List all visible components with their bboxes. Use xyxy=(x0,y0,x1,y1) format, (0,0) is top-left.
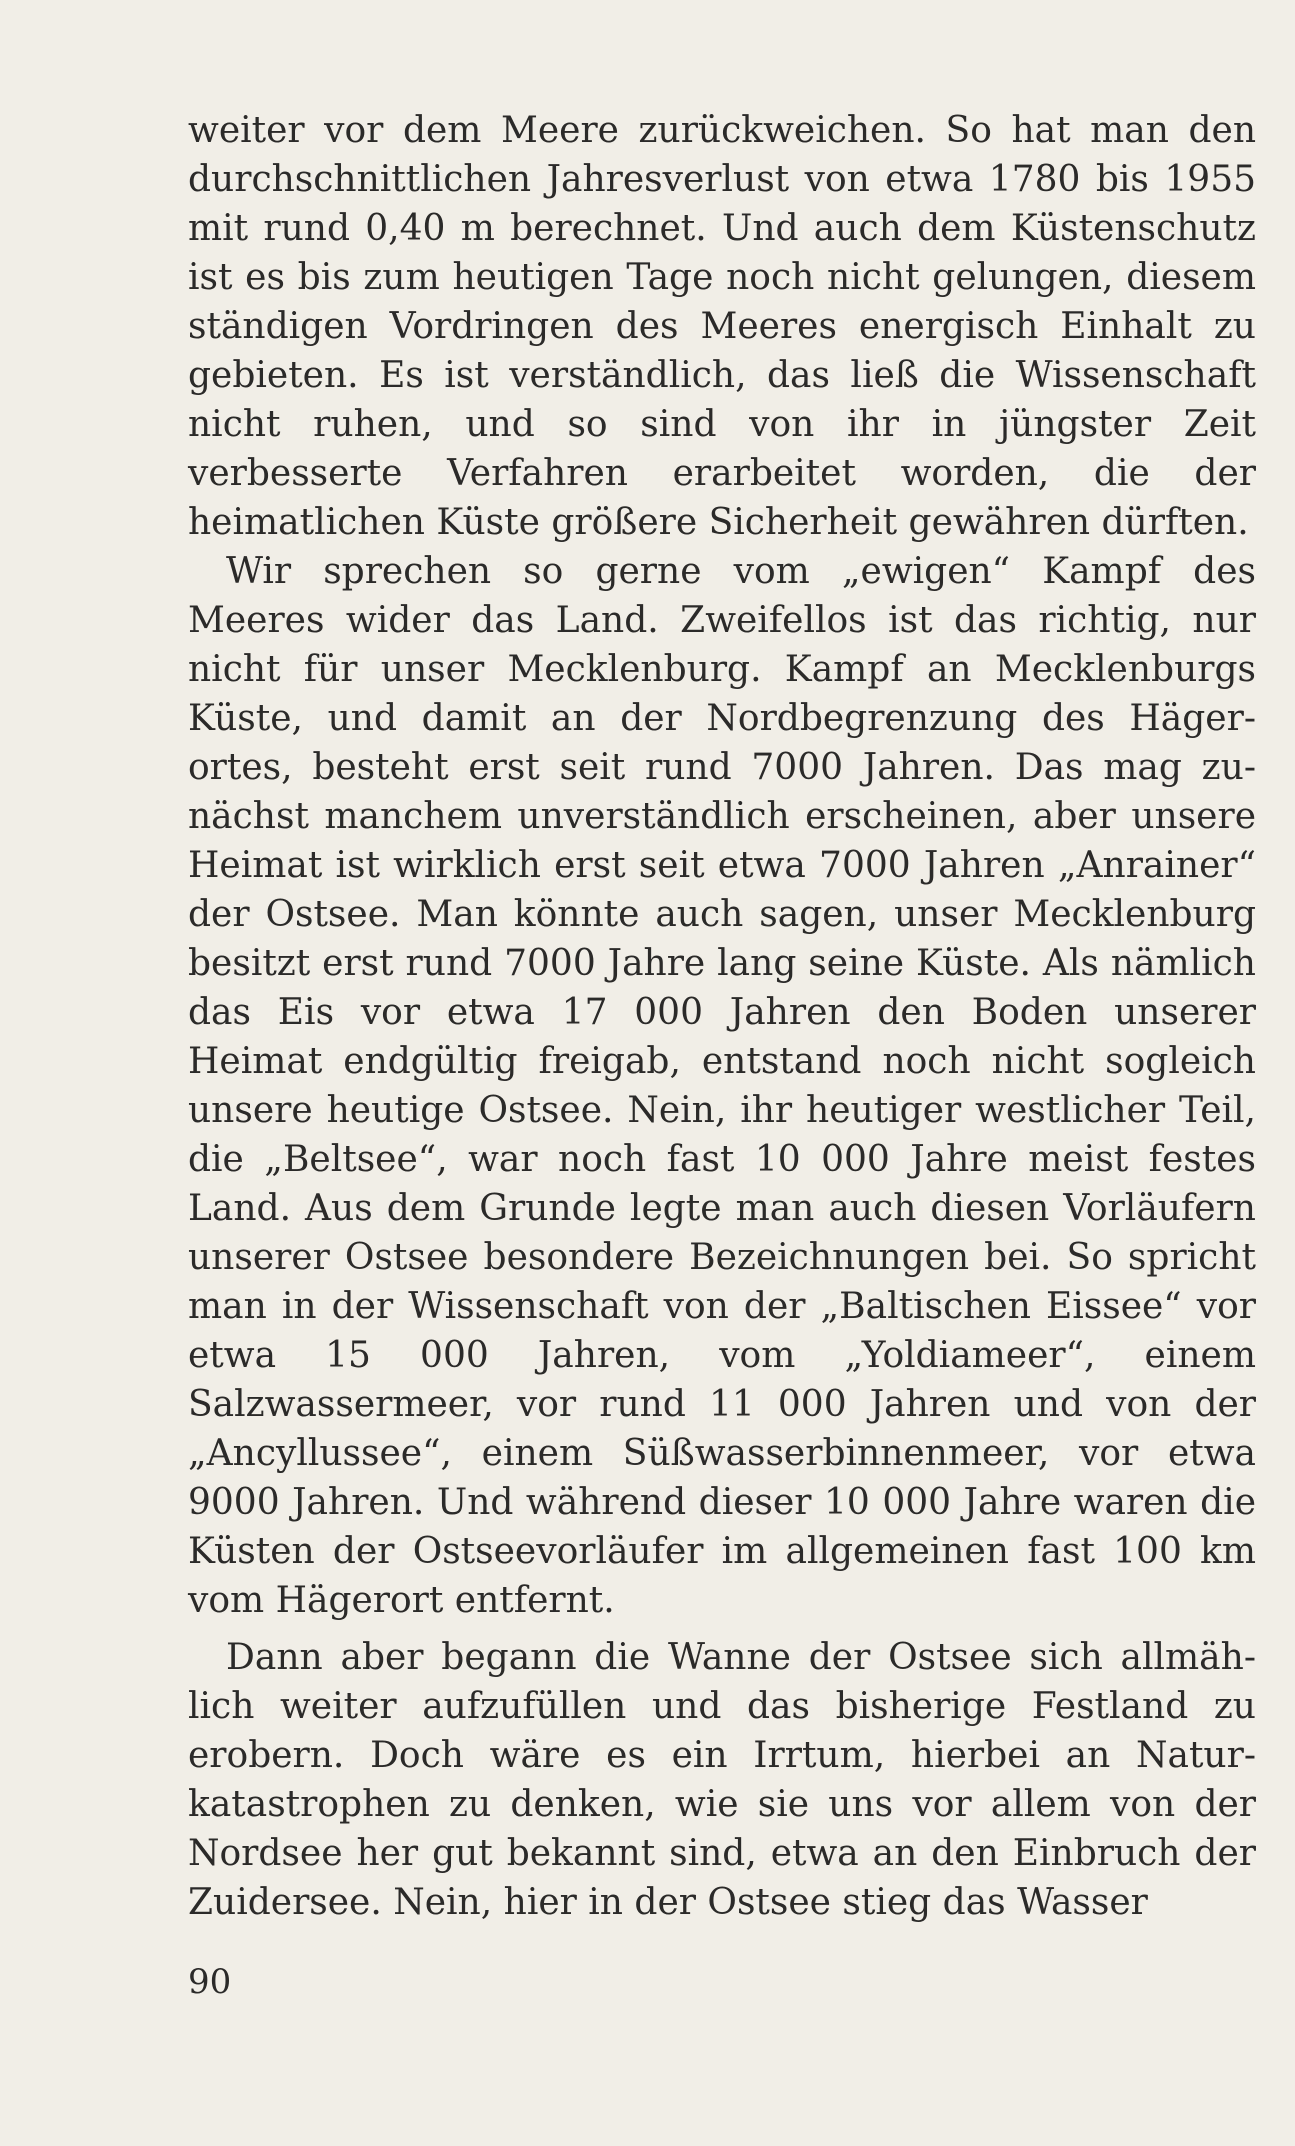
paragraph-3: Dann aber begann die Wanne der Ostsee sich allmählich weiter aufzufüllen und das bisherige Festland zu erobern. Doch wäre es ein Irrtum, hierbei an Naturkatastrophen zu denken, wie sie uns vor allem von der Nordsee her gut bekannt sind, etwa an den Einbruch der Zuidersee. Nein, hier in der Ostsee stieg das Wasser xyxy=(188,1637,1256,1923)
body-text xyxy=(188,106,1256,1927)
page-number: 90 xyxy=(188,1962,232,2002)
paragraph-2: Wir sprechen so gerne vom „ewigen“ Kampf des Meeres wider das Land. Zweifellos ist das richtig, nur nicht für unser Mecklenburg. Kampf an Mecklenburgs Küste, und damit an der Nordbegrenzung des Hägerortes, besteht erst seit rund 7000 Jahren. Das mag zunächst manchem unverständlich erscheinen, aber unsere Heimat ist wirklich erst seit etwa 7000 Jahren „Anrainer“ der Ostsee. Man könnte auch sagen, unser Mecklenburg besitzt erst rund 7000 Jahre lang seine Küste. Als nämlich das Eis vor etwa 17 000 Jahren den Boden unserer Heimat endgültig freigab, entstand noch nicht sogleich unsere heutige Ostsee. Nein, ihr heutiger westlicher Teil, die „Beltsee“, war noch fast 10 000 Jahre meist festes Land. Aus dem Grunde legte man auch diesen Vorläufern unserer Ostsee besondere Bezeichnungen bei. So spricht man in der Wissenschaft von der „Baltischen Eissee“ vor etwa 15 000 Jahren, vom „Yoldiameer“, einem Salzwassermeer, vor rund 11 000 Jahren und von der „Ancyllussee“, einem Süßwasserbinnenmeer, vor etwa 9000 Jahren. Und während dieser 10 000 Jahre waren die Küsten der Ostseevorläufer im allgemeinen fast 100 km vom Hägerort entfernt. xyxy=(188,551,1256,1621)
paragraph-1: weiter vor dem Meere zurückweichen. So hat man den durchschnittlichen Jahresverlust von etwa 1780 bis 1955 mit rund 0,40 m berechnet. Und auch dem Küstenschutz ist es bis zum heutigen Tage noch nicht gelungen, diesem ständigen Vordringen des Meeres energisch Einhalt zu gebieten. Es ist verständlich, das ließ die Wissenschaft nicht ruhen, und so sind von ihr in jüngster Zeit verbesserte Verfahren erarbeitet worden, die der heimatlichen Küste größere Sicherheit gewähren dürften. xyxy=(188,110,1256,543)
